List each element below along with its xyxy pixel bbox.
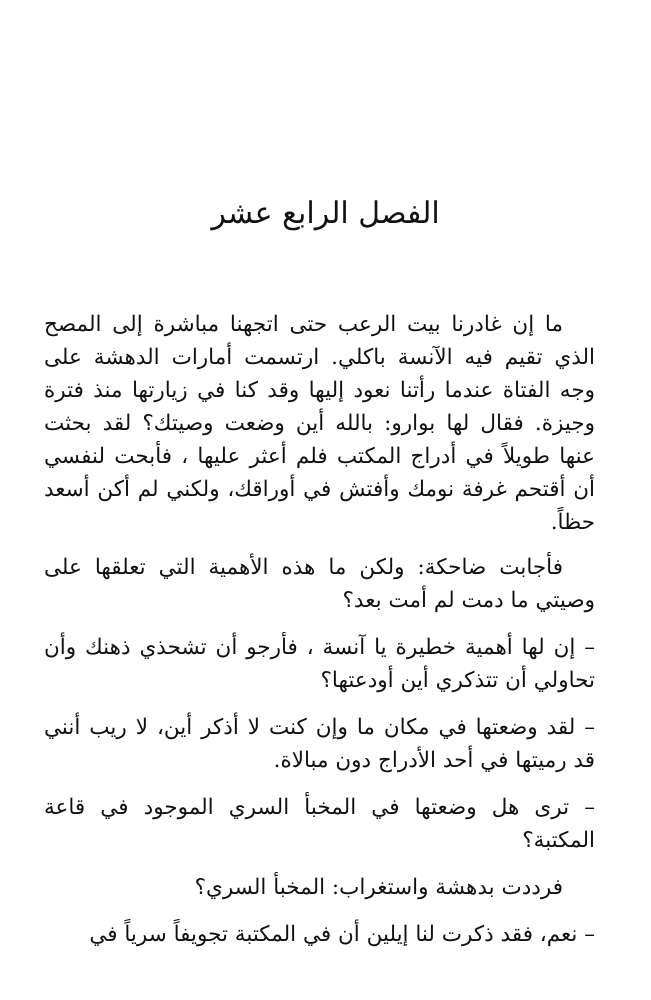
chapter-body <box>44 308 595 951</box>
paragraph: فرددت بدهشة واستغراب: المخبأ السري؟ <box>194 875 563 900</box>
dialogue-paragraph: – ترى هل وضعتها في المخبأ السري الموجود في قاعة المكتبة؟ <box>44 795 595 853</box>
dialogue-paragraph: – إن لها أهمية خطيرة يا آنسة ، فأرجو أن تشحذي ذهنك وأن تحاولي أن تتذكري أين أودعتها؟ <box>44 635 595 693</box>
dialogue-paragraph: – نعم، فقد ذكرت لنا إيلين أن في المكتبة تجويفاً سرياً في <box>89 922 595 947</box>
paragraph: فأجابت ضاحكة: ولكن ما هذه الأهمية التي تعلقها على وصيتي ما دمت لم أمت بعد؟ <box>44 555 595 613</box>
dialogue-paragraph: – لقد وضعتها في مكان ما وإن كنت لا أذكر أين، لا ريب أنني قد رميتها في أحد الأدراج دون مبالاة. <box>44 715 595 773</box>
paragraph: ما إن غادرنا بيت الرعب حتى اتجهنا مباشرة إلى المصح الذي تقيم فيه الآنسة باكلي. ارتسمت أمارات الدهشة على وجه الفتاة عندما رأتنا نعود إليها وقد كنا في زيارتها منذ فترة وجيزة. فقال لها بوارو: بالله أين وضعت وصيتك؟ لقد بحثت عنها طويلاً في أدراج المكتب فلم أعثر عليها ، فأبحت لنفسي أن أقتحم غرفة نومك وأفتش في أوراقك، ولكني لم أكن أسعد حظاً. <box>44 312 595 535</box>
chapter-title: الفصل الرابع عشر <box>211 196 440 231</box>
